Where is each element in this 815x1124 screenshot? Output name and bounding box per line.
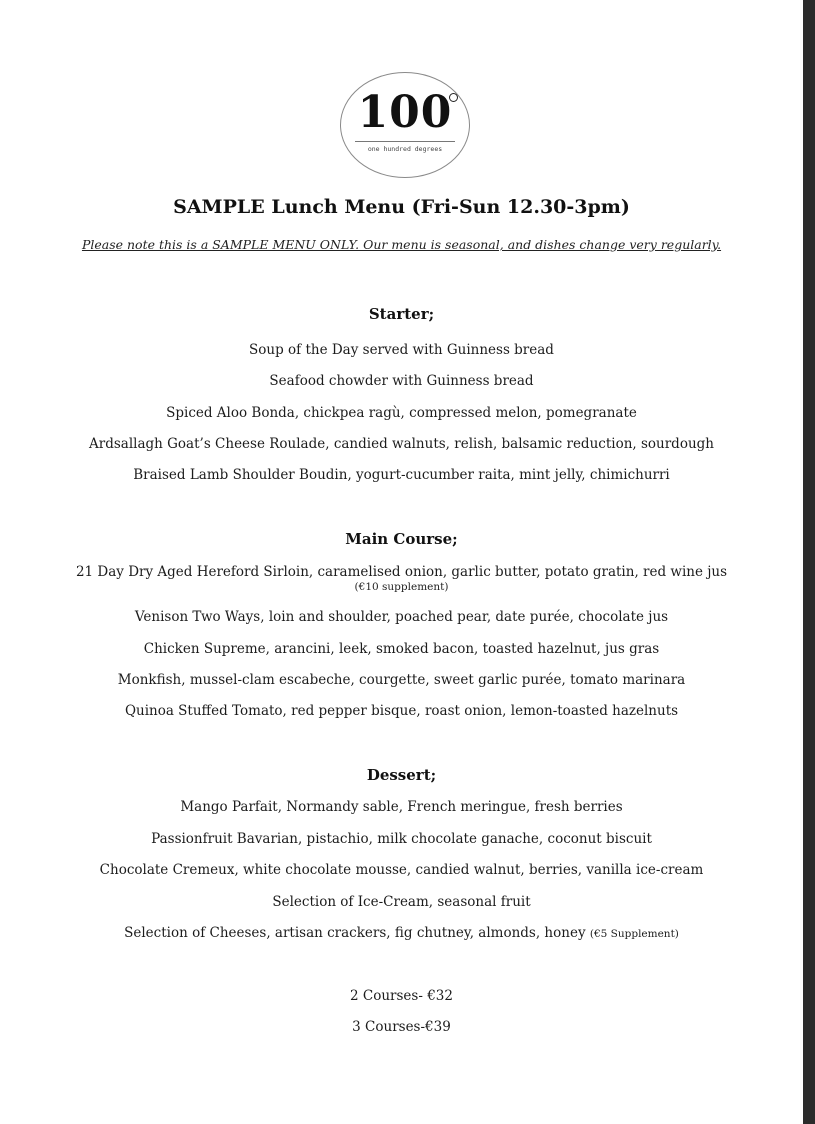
menu-item: Selection of Ice-Cream, seasonal fruit: [272, 894, 531, 910]
menu-item: Braised Lamb Shoulder Boudin, yogurt-cucumber raita, mint jelly, chimichurri: [133, 467, 670, 483]
logo-divider: [355, 141, 455, 142]
degree-icon: [449, 93, 458, 102]
menu-item: Monkfish, mussel-clam escabeche, courgette, sweet garlic purée, tomato marinara: [117, 672, 686, 688]
menu-item: Quinoa Stuffed Tomato, red pepper bisque, roast onion, lemon-toasted hazelnuts: [124, 703, 679, 719]
menu-item: [0, 923, 803, 944]
menu-item-text: Selection of Cheeses, artisan crackers, fig chutney, almonds, honey: [124, 925, 586, 941]
menu-item: Soup of the Day served with Guinness bread: [249, 342, 554, 358]
menu-item: Chocolate Cremeux, white chocolate mousse, candied walnut, berries, vanilla ice-cream: [99, 862, 704, 878]
supplement-note: (€5 Supplement): [589, 928, 679, 940]
logo-tagline: one hundred degrees: [367, 145, 443, 153]
sample-notice: Please note this is a SAMPLE MENU ONLY. Our menu is seasonal, and dishes change very regularly.: [81, 237, 722, 252]
section-heading-starter: Starter;: [368, 305, 435, 323]
menu-item: Seafood chowder with Guinness bread: [269, 373, 534, 389]
menu-item: Chicken Supreme, arancini, leek, smoked bacon, toasted hazelnut, jus gras: [143, 641, 660, 657]
logo-number: 100: [357, 87, 453, 138]
menu-item: Passionfruit Bavarian, pistachio, milk chocolate ganache, coconut biscuit: [151, 831, 652, 847]
section-heading-main-course: Main Course;: [345, 530, 458, 548]
menu-item: 21 Day Dry Aged Hereford Sirloin, caramelised onion, garlic butter, potato gratin, red wine jus: [75, 564, 728, 580]
page-title: SAMPLE Lunch Menu (Fri-Sun 12.30-3pm): [173, 196, 630, 218]
menu-item: Mango Parfait, Normandy sable, French meringue, fresh berries: [180, 799, 623, 815]
section-heading-dessert: Dessert;: [366, 766, 437, 784]
price-two-courses: 2 Courses- €32: [350, 988, 453, 1004]
menu-item: Ardsallagh Goat’s Cheese Roulade, candied walnuts, relish, balsamic reduction, sourdough: [89, 436, 714, 452]
price-three-courses: 3 Courses-€39: [352, 1019, 451, 1035]
menu-item: Venison Two Ways, loin and shoulder, poached pear, date purée, chocolate jus: [134, 609, 669, 625]
restaurant-logo: [340, 72, 470, 178]
menu-item: Spiced Aloo Bonda, chickpea ragù, compressed melon, pomegranate: [166, 405, 637, 421]
supplement-note: (€10 supplement): [354, 581, 449, 593]
window-edge: [803, 0, 815, 1124]
